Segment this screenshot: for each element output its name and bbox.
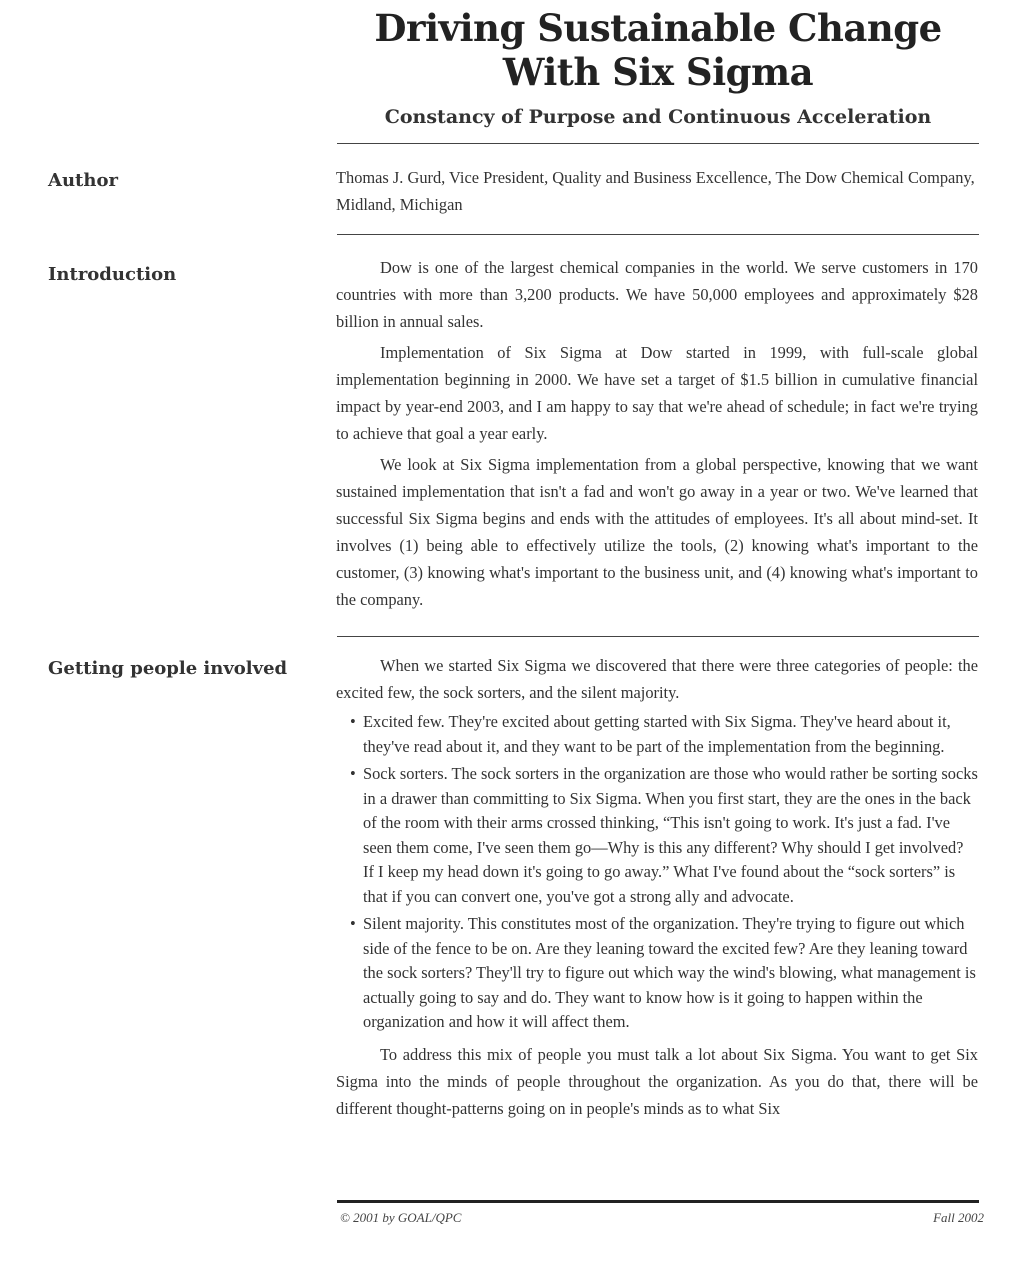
list-item <box>336 762 978 909</box>
introduction-body <box>336 254 978 617</box>
introduction-divider <box>337 636 979 637</box>
title-divider <box>337 143 979 144</box>
introduction-paragraph: Dow is one of the largest chemical companies in the world. We serve customers in 170 countries with more than 3,200 products. We have 50,000 employees and approximately $28 billion in annual sales. <box>336 258 978 331</box>
introduction-label: Introduction <box>48 264 177 285</box>
list-item <box>336 710 978 759</box>
footer-divider <box>337 1200 979 1203</box>
categories-list <box>336 710 978 1035</box>
involved-closing-paragraph: To address this mix of people you must talk a lot about Six Sigma. You want to get Six Sigma into the minds of people throughout the organization. As you do that, there will be different thought-patterns going on in people's minds as to what Six <box>336 1044 978 1118</box>
list-item <box>336 912 978 1035</box>
copyright-notice: © 2001 by GOAL/QPC <box>340 1210 462 1225</box>
list-item-text: Silent majority. This constitutes most of the organization. They're trying to figure out which side of the fence to be on. Are they leaning toward the excited few? Are they leaning toward the sock sorters? They'll try to figure out which way the wind's blowing, what management is actually going to say and do. They want to know how is it going to happen within the organization and how it will affect them. <box>363 914 976 1031</box>
author-divider <box>337 234 979 235</box>
introduction-paragraph: We look at Six Sigma implementation from a global perspective, knowing that we want sustained implementation that isn't a fad and won't go away in a year or two. We've learned that successful Six Sigma begins and ends with the attitudes of employees. It's all about mind-set. It involves (1) being able to effectively utilize the tools, (2) knowing what's important to the customer, (3) knowing what's important to the business unit, and (4) knowing what's important to the company. <box>336 455 978 609</box>
list-item-text: Excited few. They're excited about getting started with Six Sigma. They've heard about it, they've read about it, and they want to be part of the implementation from the beginning. <box>363 712 951 756</box>
title-line-1: Driving Sustainable Change <box>374 6 942 50</box>
bullet-icon: • <box>350 914 356 933</box>
author-label: Author <box>48 170 118 191</box>
introduction-paragraph: Implementation of Six Sigma at Dow started in 1999, with full-scale global implementation beginning in 2000. We have set a target of $1.5 billion in cumulative financial impact by year-end 2003, and I am happy to say that we're ahead of schedule; in fact we're trying to achieve that goal a year early. <box>336 343 978 443</box>
issue-label: Fall 2002 <box>933 1210 984 1225</box>
bullet-icon: • <box>350 764 356 783</box>
article-subtitle: Constancy of Purpose and Continuous Acceleration <box>384 106 932 128</box>
article-title <box>340 6 976 94</box>
bullet-icon: • <box>350 712 356 731</box>
author-text: Thomas J. Gurd, Vice President, Quality and Business Excellence, The Dow Chemical Company, Midland, Michigan <box>336 168 975 214</box>
title-line-2: With Six Sigma <box>502 50 814 94</box>
involved-body <box>336 652 978 1126</box>
involved-label: Getting people involved <box>48 658 288 679</box>
list-item-text: Sock sorters. The sock sorters in the organization are those who would rather be sorting socks in a drawer than committing to Six Sigma. When you first start, they are the ones in the back of the room with their arms crossed thinking, “This isn't going to work. It's just a fad. I've seen them come, I've seen them go—Why is this any different? Why should I get involved? If I keep my head down it's going to go away.” What I've found about the “sock sorters” is that if you can convert one, you've got a strong ally and advocate. <box>363 764 978 906</box>
involved-intro-paragraph: When we started Six Sigma we discovered that there were three categories of people: the excited few, the sock sorters, and the silent majority. <box>336 656 978 702</box>
